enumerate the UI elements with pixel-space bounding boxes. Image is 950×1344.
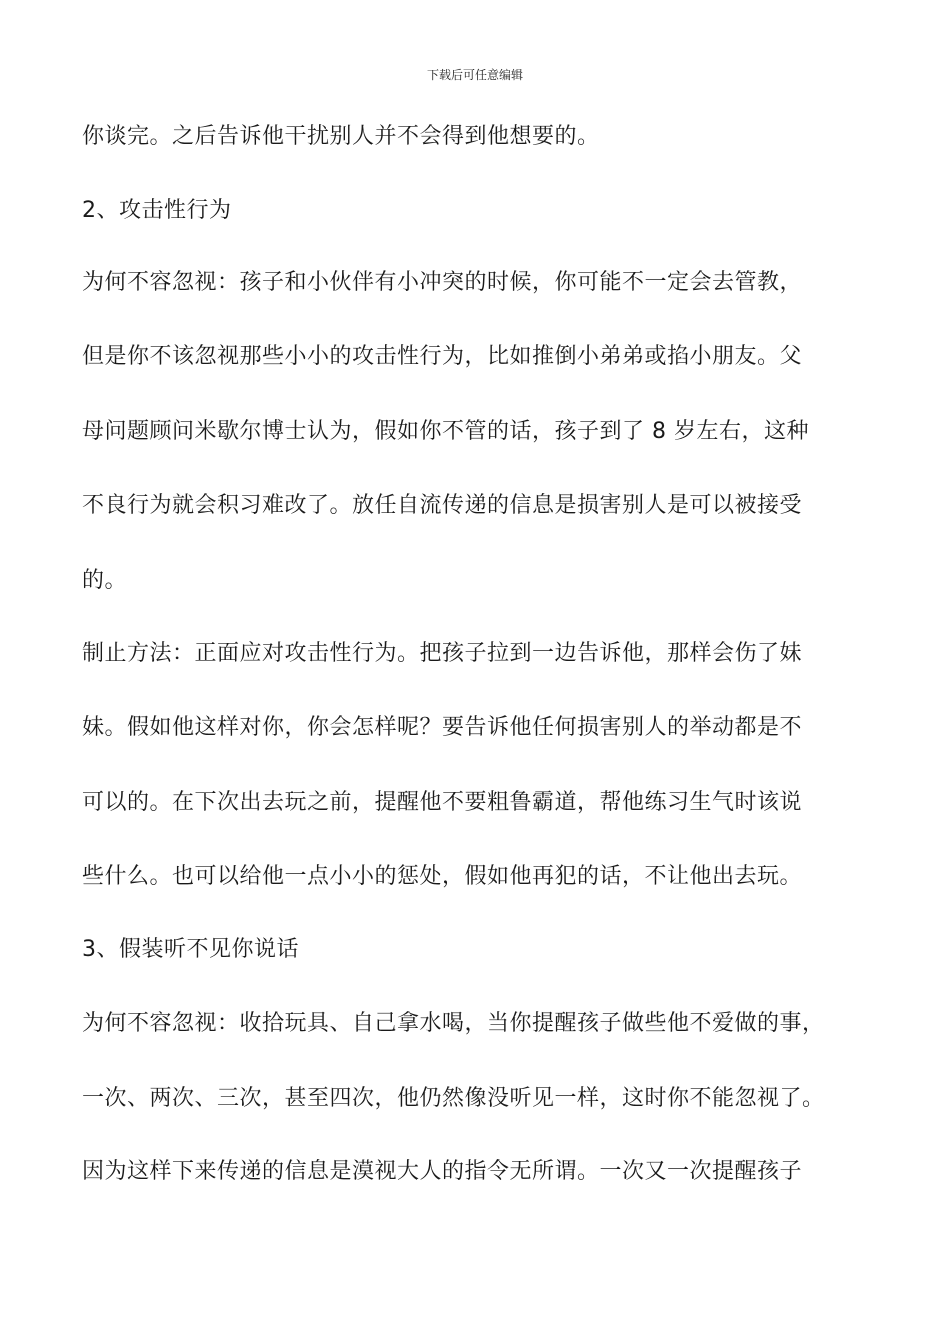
body-line-continuation: 你谈完。之后告诉他干扰别人并不会得到他想要的。 xyxy=(82,124,600,149)
body-line: 不良行为就会积习难改了。放任自流传递的信息是损害别人是可以被接受 xyxy=(82,493,803,518)
body-line: 为何不容忽视：收拾玩具、自己拿水喝，当你提醒孩子做些他不爱做的事， xyxy=(82,1011,825,1036)
body-line: 母问题顾问米歇尔博士认为，假如你不管的话，孩子到了 8 岁左右，这种 xyxy=(82,419,809,444)
body-line: 为何不容忽视：孩子和小伙伴有小冲突的时候，你可能不一定会去管教， xyxy=(82,270,803,295)
body-line: 些什么。也可以给他一点小小的惩处，假如他再犯的话，不让他出去玩。 xyxy=(82,864,803,889)
body-line: 妹。假如他这样对你，你会怎样呢？要告诉他任何损害别人的举动都是不 xyxy=(82,715,803,740)
body-line-method: 制止方法：正面应对攻击性行为。把孩子拉到一边告诉他，那样会伤了妹 xyxy=(82,641,803,666)
page-header: 下载后可任意编辑 xyxy=(426,68,523,82)
body-line: 但是你不该忽视那些小小的攻击性行为，比如推倒小弟弟或掐小朋友。父 xyxy=(82,344,803,369)
body-line: 的。 xyxy=(82,568,128,593)
body-line: 因为这样下来传递的信息是漠视大人的指令无所谓。一次又一次提醒孩子 xyxy=(82,1159,803,1184)
section-heading-2: 2、攻击性行为 xyxy=(82,198,232,223)
body-line: 一次、两次、三次，甚至四次，他仍然像没听见一样，这时你不能忽视了。 xyxy=(82,1086,825,1111)
body-line: 可以的。在下次出去玩之前，提醒他不要粗鲁霸道，帮他练习生气时该说 xyxy=(82,790,803,815)
section-heading-3: 3、假装听不见你说话 xyxy=(82,937,299,962)
